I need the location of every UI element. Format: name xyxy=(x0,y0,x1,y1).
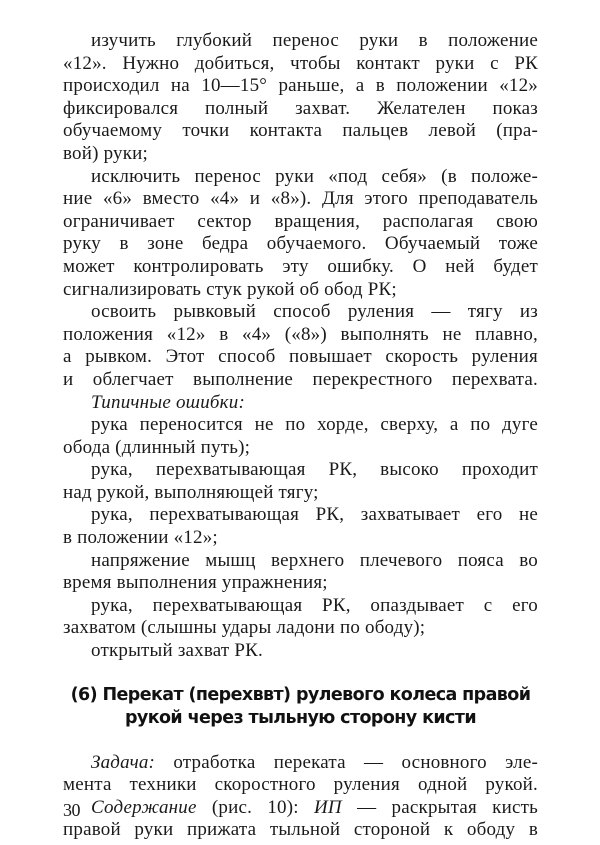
error-item-line: рука, перехватывающая РК, опаздывает с его xyxy=(91,594,538,616)
error-item-line: в положении «12»; xyxy=(63,527,218,549)
content-text: — раскрытая кисть xyxy=(341,796,538,818)
section-heading xyxy=(63,684,538,730)
text-line: может контролировать эту ошибку. О ней будет xyxy=(63,255,538,277)
text-line: и облегчает выполнение перекрестного перехвата. xyxy=(63,368,538,390)
error-item-line: напряжение мышц верхнего плечевого пояса во xyxy=(91,549,538,571)
typical-errors-label: Типичные ошибки: xyxy=(91,391,245,413)
page-body xyxy=(63,30,538,842)
error-item-line: рука, перехватывающая РК, захватывает его не xyxy=(91,504,538,526)
text-line: вой) руки; xyxy=(63,142,149,164)
text-line: ние «6» вместо «4» и «8»). Для этого преподаватель xyxy=(63,188,538,210)
error-item-line: рука переносится не по хорде, сверху, а по дуге xyxy=(91,414,538,436)
text-line: руку в зоне бедра обучаемого. Обучаемый тоже xyxy=(63,233,538,255)
content-line-1 xyxy=(63,797,538,820)
task-line-1 xyxy=(63,752,538,775)
text-line: сигнализировать стук рукой об обод РК; xyxy=(63,278,397,300)
error-item-line: время выполнения упражнения; xyxy=(63,572,328,594)
instruction-paragraphs xyxy=(63,30,538,392)
content-label: Содержание xyxy=(91,796,197,818)
text-line: положения «12» в «4» («8») выполнять не плавно, xyxy=(63,323,538,345)
task-label: Задача: xyxy=(91,751,156,773)
figure-reference: (рис. 10): xyxy=(196,796,314,818)
task-line-2: мента техники скоростного руления одной рукой. xyxy=(63,774,538,796)
error-item-line: над рукой, выполняющей тягу; xyxy=(63,481,319,503)
error-item-line: открытый захват РК. xyxy=(91,640,263,662)
task-text: отработка переката — основного эле- xyxy=(155,751,538,773)
text-line: обучаемому точки контакта пальцев левой (пра- xyxy=(63,120,538,142)
text-line: а рывком. Этот способ повышает скорость руления xyxy=(63,346,538,368)
text-line: исключить перенос руки «под себя» (в положе- xyxy=(91,165,538,187)
text-line: фиксировался полный захват. Желателен показ xyxy=(63,97,538,119)
page-number: 30 xyxy=(63,800,80,820)
text-line: происходил на 10—15° раньше, а в положении «12» xyxy=(63,75,538,97)
section-heading-line1: (6) Перекат (перехввт) рулевого колеса правой xyxy=(70,684,531,705)
content-line-2: правой руки прижата тыльной стороной к ободу в xyxy=(63,819,538,841)
error-item-line: рука, перехватывающая РК, высоко проходит xyxy=(91,459,538,481)
text-line: ограничивает сектор вращения, располагая свою xyxy=(63,210,538,232)
section-heading-line2: рукой через тыльную сторону кисти xyxy=(125,707,476,728)
text-line: «12». Нужно добиться, чтобы контакт руки с РК xyxy=(63,52,538,74)
error-item-line: захватом (слышны удары ладони по ободу); xyxy=(63,617,426,639)
text-line: освоить рывковый способ руления — тягу из xyxy=(91,301,538,323)
error-item-line: обода (длинный путь); xyxy=(63,436,251,458)
typical-errors-list xyxy=(63,414,538,663)
text-line: изучить глубокий перенос руки в положение xyxy=(91,30,538,51)
ip-label: ИП xyxy=(314,796,342,818)
